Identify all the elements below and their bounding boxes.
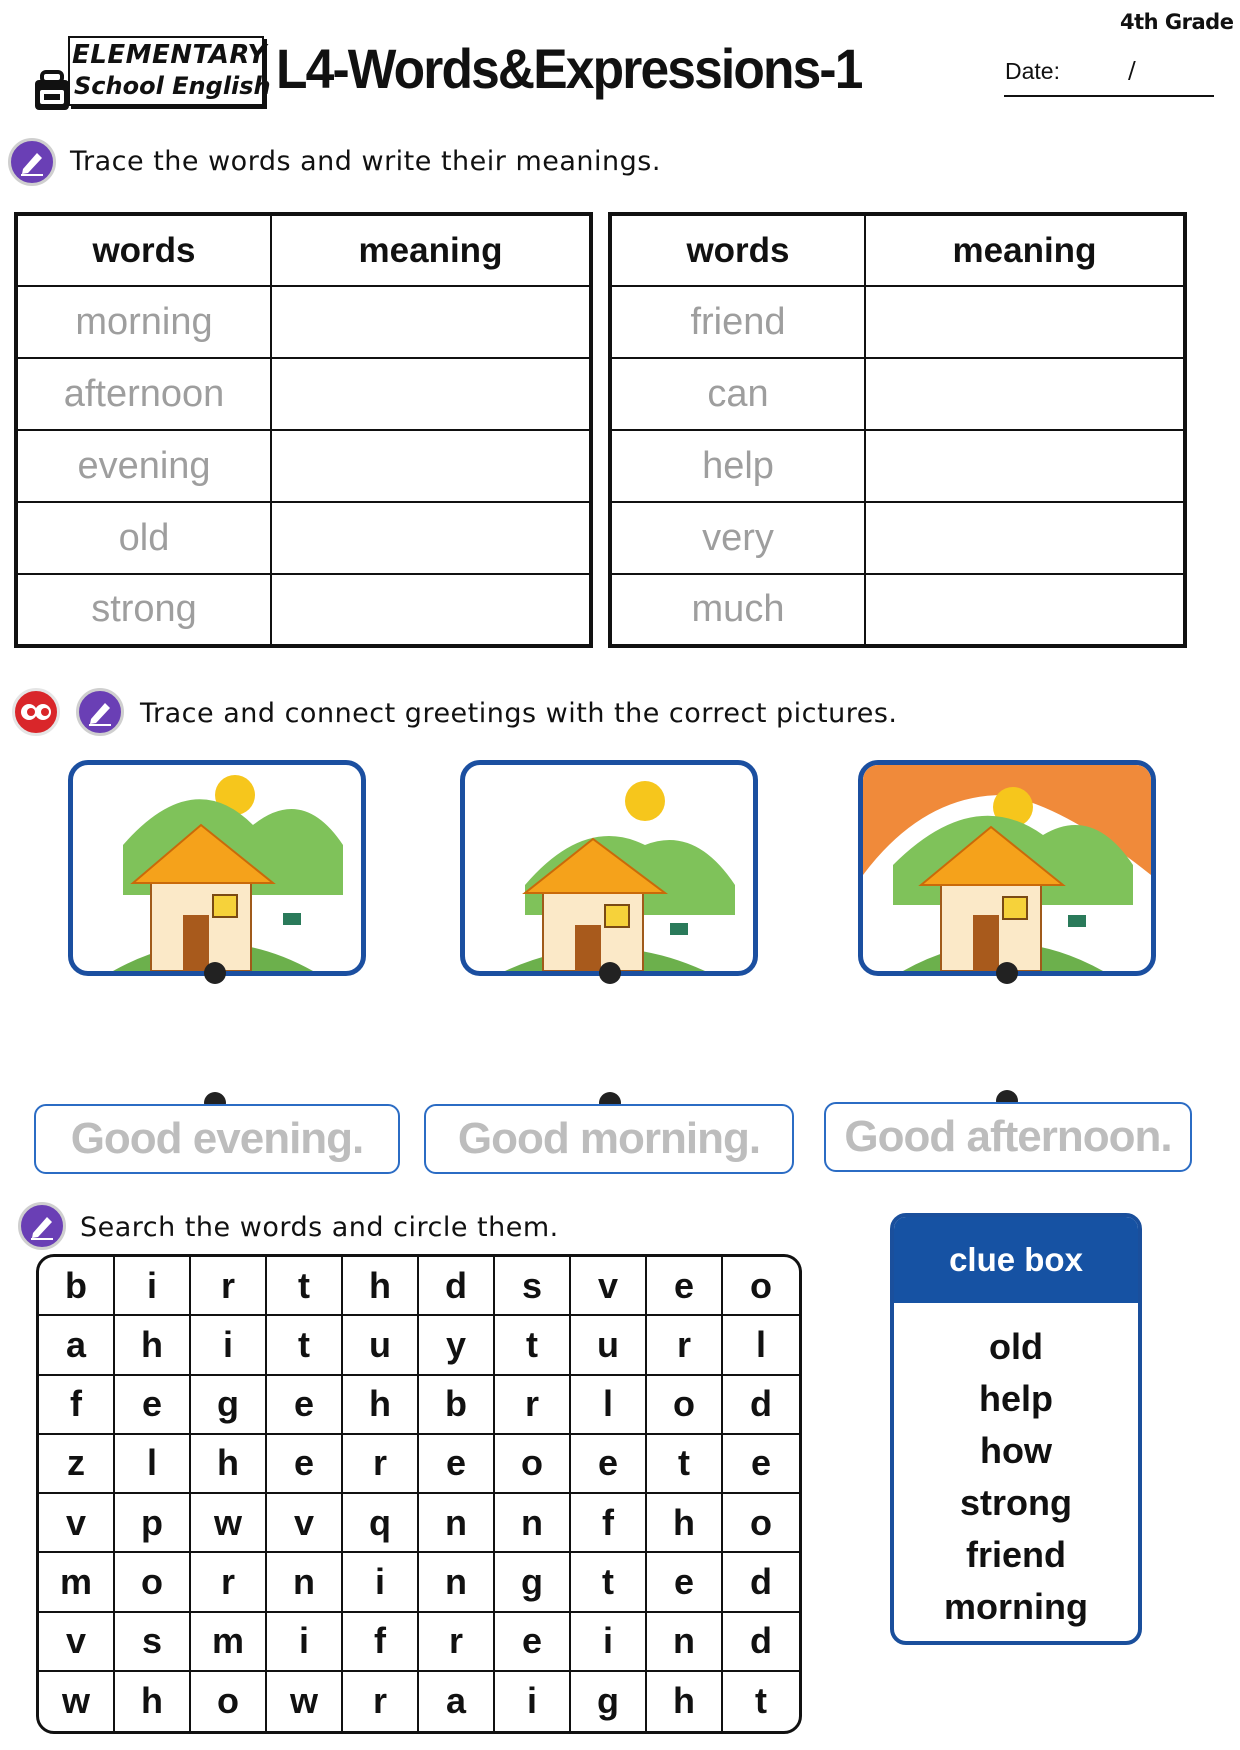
- trace-word[interactable]: help: [610, 430, 865, 502]
- grid-letter[interactable]: n: [495, 1494, 571, 1553]
- grid-letter[interactable]: r: [343, 1435, 419, 1494]
- trace-word[interactable]: much: [610, 574, 865, 646]
- grid-letter[interactable]: t: [495, 1316, 571, 1375]
- connect-dot[interactable]: [599, 962, 621, 984]
- grid-letter[interactable]: o: [495, 1435, 571, 1494]
- grid-letter[interactable]: n: [267, 1553, 343, 1612]
- grid-letter[interactable]: e: [115, 1376, 191, 1435]
- grid-letter[interactable]: n: [419, 1494, 495, 1553]
- grid-letter[interactable]: r: [191, 1553, 267, 1612]
- logo-text-bottom: School English: [74, 72, 271, 100]
- grid-letter[interactable]: o: [647, 1376, 723, 1435]
- grid-letter[interactable]: h: [115, 1672, 191, 1731]
- grid-letter[interactable]: l: [571, 1376, 647, 1435]
- grid-letter[interactable]: b: [419, 1376, 495, 1435]
- grid-letter[interactable]: t: [647, 1435, 723, 1494]
- meaning-cell[interactable]: [865, 286, 1185, 358]
- grid-letter[interactable]: g: [495, 1553, 571, 1612]
- grid-letter[interactable]: v: [39, 1613, 115, 1672]
- grid-letter[interactable]: g: [571, 1672, 647, 1731]
- trace-word[interactable]: very: [610, 502, 865, 574]
- grid-letter[interactable]: r: [343, 1672, 419, 1731]
- grid-letter[interactable]: v: [267, 1494, 343, 1553]
- left-word-table: [14, 212, 593, 648]
- grid-letter[interactable]: i: [267, 1613, 343, 1672]
- grid-letter[interactable]: a: [419, 1672, 495, 1731]
- word-search-grid: [36, 1254, 802, 1734]
- grid-letter[interactable]: w: [39, 1672, 115, 1731]
- morning-house-image: [68, 760, 366, 976]
- grid-letter[interactable]: t: [571, 1553, 647, 1612]
- trace-word[interactable]: strong: [16, 574, 271, 646]
- grid-letter[interactable]: i: [495, 1672, 571, 1731]
- grid-letter[interactable]: i: [343, 1553, 419, 1612]
- grid-letter[interactable]: e: [571, 1435, 647, 1494]
- clue-word-list: [894, 1303, 1138, 1633]
- section1-instruction: Trace the words and write their meanings.: [70, 146, 661, 177]
- trace-word[interactable]: evening: [16, 430, 271, 502]
- grid-letter[interactable]: r: [647, 1316, 723, 1375]
- grid-letter[interactable]: t: [267, 1257, 343, 1316]
- meaning-cell[interactable]: [865, 430, 1185, 502]
- header-meaning: meaning: [865, 214, 1185, 286]
- grid-letter[interactable]: e: [267, 1376, 343, 1435]
- evening-house-image: [858, 760, 1156, 976]
- grid-letter[interactable]: t: [755, 1680, 767, 1722]
- trace-word[interactable]: can: [610, 358, 865, 430]
- grid-letter[interactable]: s: [495, 1257, 571, 1316]
- grid-letter[interactable]: i: [191, 1316, 267, 1375]
- grade-label: 4th Grade: [1120, 10, 1234, 34]
- greeting-afternoon[interactable]: Good afternoon.: [824, 1102, 1192, 1172]
- grid-letter[interactable]: d: [419, 1257, 495, 1316]
- clue-word: friend: [965, 1534, 1066, 1575]
- page-title: L4-Words&Expressions-1: [276, 37, 862, 100]
- clue-box: [890, 1213, 1142, 1645]
- grid-letter[interactable]: d: [723, 1376, 799, 1435]
- pencil-icon: [18, 1202, 66, 1250]
- meaning-cell[interactable]: [271, 286, 591, 358]
- grid-letter[interactable]: p: [115, 1494, 191, 1553]
- grid-letter[interactable]: l: [723, 1316, 799, 1375]
- pencil-icon: [8, 138, 56, 186]
- grid-letter[interactable]: i: [571, 1613, 647, 1672]
- grid-letter[interactable]: m: [191, 1613, 267, 1672]
- clue-word: morning: [944, 1586, 1088, 1627]
- grid-letter[interactable]: e: [495, 1613, 571, 1672]
- grid-letter[interactable]: h: [343, 1376, 419, 1435]
- grid-letter[interactable]: o: [115, 1553, 191, 1612]
- grid-letter[interactable]: e: [647, 1553, 723, 1612]
- meaning-cell[interactable]: [865, 358, 1185, 430]
- grid-letter[interactable]: r: [419, 1613, 495, 1672]
- connect-dot[interactable]: [204, 962, 226, 984]
- clue-box-title: clue box: [894, 1217, 1138, 1303]
- meaning-cell[interactable]: [271, 574, 591, 646]
- clue-word: help: [978, 1378, 1053, 1419]
- grid-letter[interactable]: o: [723, 1257, 799, 1316]
- grid-letter[interactable]: b: [39, 1257, 115, 1316]
- trace-word[interactable]: afternoon: [16, 358, 271, 430]
- grid-letter[interactable]: h: [115, 1316, 191, 1375]
- clue-word: how: [980, 1430, 1052, 1471]
- grid-letter[interactable]: i: [115, 1257, 191, 1316]
- date-input-line[interactable]: [1004, 95, 1214, 97]
- right-word-table: [608, 212, 1187, 648]
- meaning-cell[interactable]: [271, 430, 591, 502]
- grid-letter[interactable]: h: [191, 1435, 267, 1494]
- grid-letter[interactable]: w: [191, 1494, 267, 1553]
- grid-letter[interactable]: f: [39, 1376, 115, 1435]
- grid-letter[interactable]: m: [39, 1553, 115, 1612]
- grid-letter[interactable]: r: [495, 1376, 571, 1435]
- grid-letter[interactable]: w: [267, 1672, 343, 1731]
- afternoon-house-image: [460, 760, 758, 976]
- header-meaning: meaning: [271, 214, 591, 286]
- eyes-icon: [12, 688, 60, 736]
- grid-letter[interactable]: a: [39, 1316, 115, 1375]
- header-words: words: [16, 214, 271, 286]
- clue-word: strong: [960, 1482, 1072, 1523]
- grid-letter[interactable]: e: [267, 1435, 343, 1494]
- meaning-cell[interactable]: [865, 502, 1185, 574]
- greeting-morning[interactable]: Good morning.: [424, 1104, 794, 1174]
- trace-word[interactable]: morning: [16, 286, 271, 358]
- grid-letter[interactable]: o: [191, 1672, 267, 1731]
- date-label: Date:: [1005, 58, 1060, 84]
- header-words: words: [610, 214, 865, 286]
- grid-letter[interactable]: r: [191, 1257, 267, 1316]
- greeting-evening[interactable]: Good evening.: [34, 1104, 400, 1174]
- grid-letter[interactable]: u: [343, 1316, 419, 1375]
- grid-letter[interactable]: v: [39, 1494, 115, 1553]
- section2-instruction: Trace and connect greetings with the correct pictures.: [140, 698, 898, 729]
- date-slash: /: [1128, 58, 1136, 84]
- trace-word[interactable]: old: [16, 502, 271, 574]
- grid-letter[interactable]: z: [39, 1435, 115, 1494]
- section3-instruction: Search the words and circle them.: [80, 1212, 559, 1243]
- school-bag-icon: [32, 70, 72, 112]
- meaning-cell[interactable]: [271, 358, 591, 430]
- grid-letter[interactable]: n: [419, 1553, 495, 1612]
- grid-letter[interactable]: f: [343, 1613, 419, 1672]
- grid-letter[interactable]: v: [571, 1257, 647, 1316]
- grid-letter[interactable]: t: [267, 1316, 343, 1375]
- grid-letter[interactable]: f: [571, 1494, 647, 1553]
- grid-letter[interactable]: u: [571, 1316, 647, 1375]
- logo-text-top: ELEMENTARY: [72, 40, 267, 70]
- connect-dot[interactable]: [996, 962, 1018, 984]
- grid-letter[interactable]: y: [419, 1316, 495, 1375]
- grid-letter[interactable]: s: [115, 1613, 191, 1672]
- grid-letter[interactable]: l: [115, 1435, 191, 1494]
- grid-letter[interactable]: d: [723, 1613, 799, 1672]
- meaning-cell[interactable]: [865, 574, 1185, 646]
- grid-letter[interactable]: n: [647, 1613, 723, 1672]
- grid-letter[interactable]: d: [723, 1553, 799, 1612]
- trace-word[interactable]: friend: [610, 286, 865, 358]
- grid-letter[interactable]: h: [343, 1257, 419, 1316]
- grid-letter[interactable]: h: [647, 1672, 723, 1731]
- grid-letter[interactable]: o: [723, 1494, 799, 1553]
- grid-letter[interactable]: q: [343, 1494, 419, 1553]
- grid-letter[interactable]: e: [723, 1435, 799, 1494]
- meaning-cell[interactable]: [271, 502, 591, 574]
- grid-letter[interactable]: h: [647, 1494, 723, 1553]
- clue-word: old: [989, 1326, 1043, 1367]
- grid-letter[interactable]: e: [419, 1435, 495, 1494]
- pencil-icon: [76, 688, 124, 736]
- grid-letter[interactable]: e: [647, 1257, 723, 1316]
- grid-letter[interactable]: g: [191, 1376, 267, 1435]
